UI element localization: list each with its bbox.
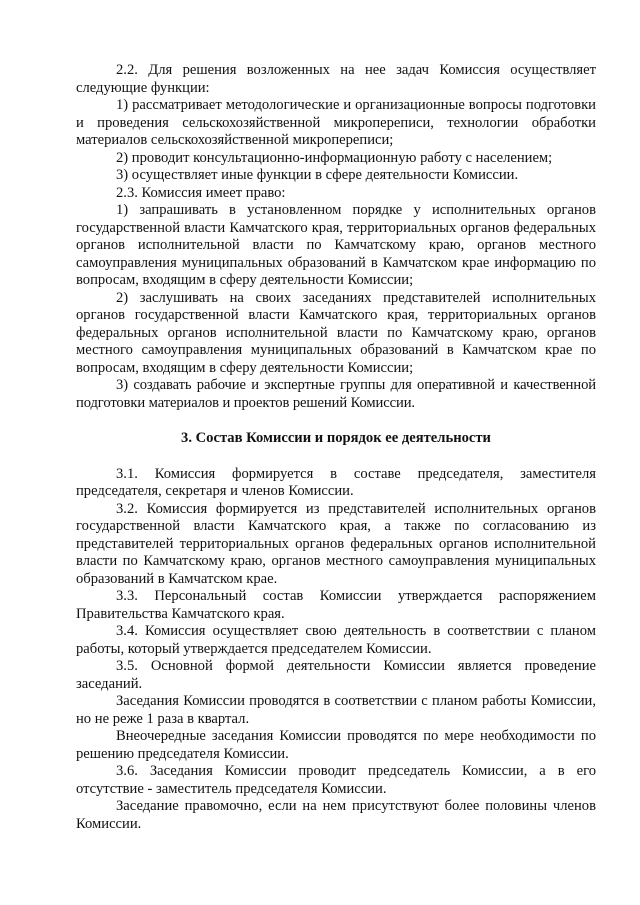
- paragraph-3-5-extraordinary: Внеочередные заседания Комиссии проводятся по мере необходимости по решению председателя Комиссии.: [76, 728, 596, 762]
- section-3-heading: 3. Состав Комиссии и порядок ее деятельности: [181, 430, 491, 446]
- document-page: [76, 62, 596, 833]
- paragraph-3-3: 3.3. Персональный состав Комиссии утверждается распоряжением Правительства Камчатского края.: [76, 588, 596, 622]
- paragraph-2-2-item-1: 1) рассматривает методологические и организационные вопросы подготовки и проведения сельскохозяйственной микропереписи, технологии обработки материалов сельскохозяйственной микропереписи;: [76, 97, 596, 148]
- paragraph-3-5: 3.5. Основной формой деятельности Комиссии является проведение заседаний.: [76, 658, 596, 692]
- paragraph-2-3: 2.3. Комиссия имеет право:: [116, 184, 286, 201]
- paragraph-2-3-item-3: 3) создавать рабочие и экспертные группы для оперативной и качественной подготовки материалов и проектов решений Комиссии.: [76, 377, 596, 411]
- paragraph-2-2: 2.2. Для решения возложенных на нее задач Комиссия осуществляет следующие функции:: [76, 62, 596, 96]
- paragraph-3-1: 3.1. Комиссия формируется в составе председателя, заместителя председателя, секретаря и членов Комиссии.: [76, 465, 596, 499]
- paragraph-2-3-item-2: 2) заслушивать на своих заседаниях представителей исполнительных органов государственной власти Камчатского края, территориальных органов федеральных органов исполнительной власти по Камчатскому краю, органов местного самоуправления муниципальных образований в Камчатском крае по вопросам, входящим в сферу деятельности Комиссии;: [76, 289, 596, 376]
- paragraph-2-3-item-1: 1) запрашивать в установленном порядке у исполнительных органов государственной власти Камчатского края, территориальных органов федеральных органов исполнительной власти по Камчатскому краю, органов местного самоуправления муниципальных образований в Камчатском крае информацию по вопросам, входящим в сферу деятельности Комиссии;: [76, 202, 596, 288]
- paragraph-2-2-item-3: 3) осуществляет иные функции в сфере деятельности Комиссии.: [116, 167, 519, 183]
- section-3-composition: [76, 466, 596, 834]
- paragraph-3-6-quorum: Заседание правомочно, если на нем присутствуют более половины членов Комиссии.: [76, 798, 596, 832]
- section-2-functions-and-rights: [76, 62, 596, 412]
- paragraph-3-2: 3.2. Комиссия формируется из представителей исполнительных органов государственной власти Камчатского края, а также по согласованию из представителей территориальных органов федеральных органов исполнительной власти по Камчатскому краю, органов местного самоуправления муниципальных образований в Камчатском крае.: [76, 500, 596, 587]
- paragraph-3-6: 3.6. Заседания Комиссии проводит председатель Комиссии, а в его отсутствие - заместитель председателя Комиссии.: [76, 763, 596, 797]
- paragraph-3-5-meetings: Заседания Комиссии проводятся в соответствии с планом работы Комиссии, но не реже 1 раза в квартал.: [76, 693, 596, 727]
- paragraph-3-4: 3.4. Комиссия осуществляет свою деятельность в соответствии с планом работы, который утверждается председателем Комиссии.: [76, 623, 596, 657]
- paragraph-2-2-item-2: 2) проводит консультационно-информационную работу с населением;: [116, 149, 553, 166]
